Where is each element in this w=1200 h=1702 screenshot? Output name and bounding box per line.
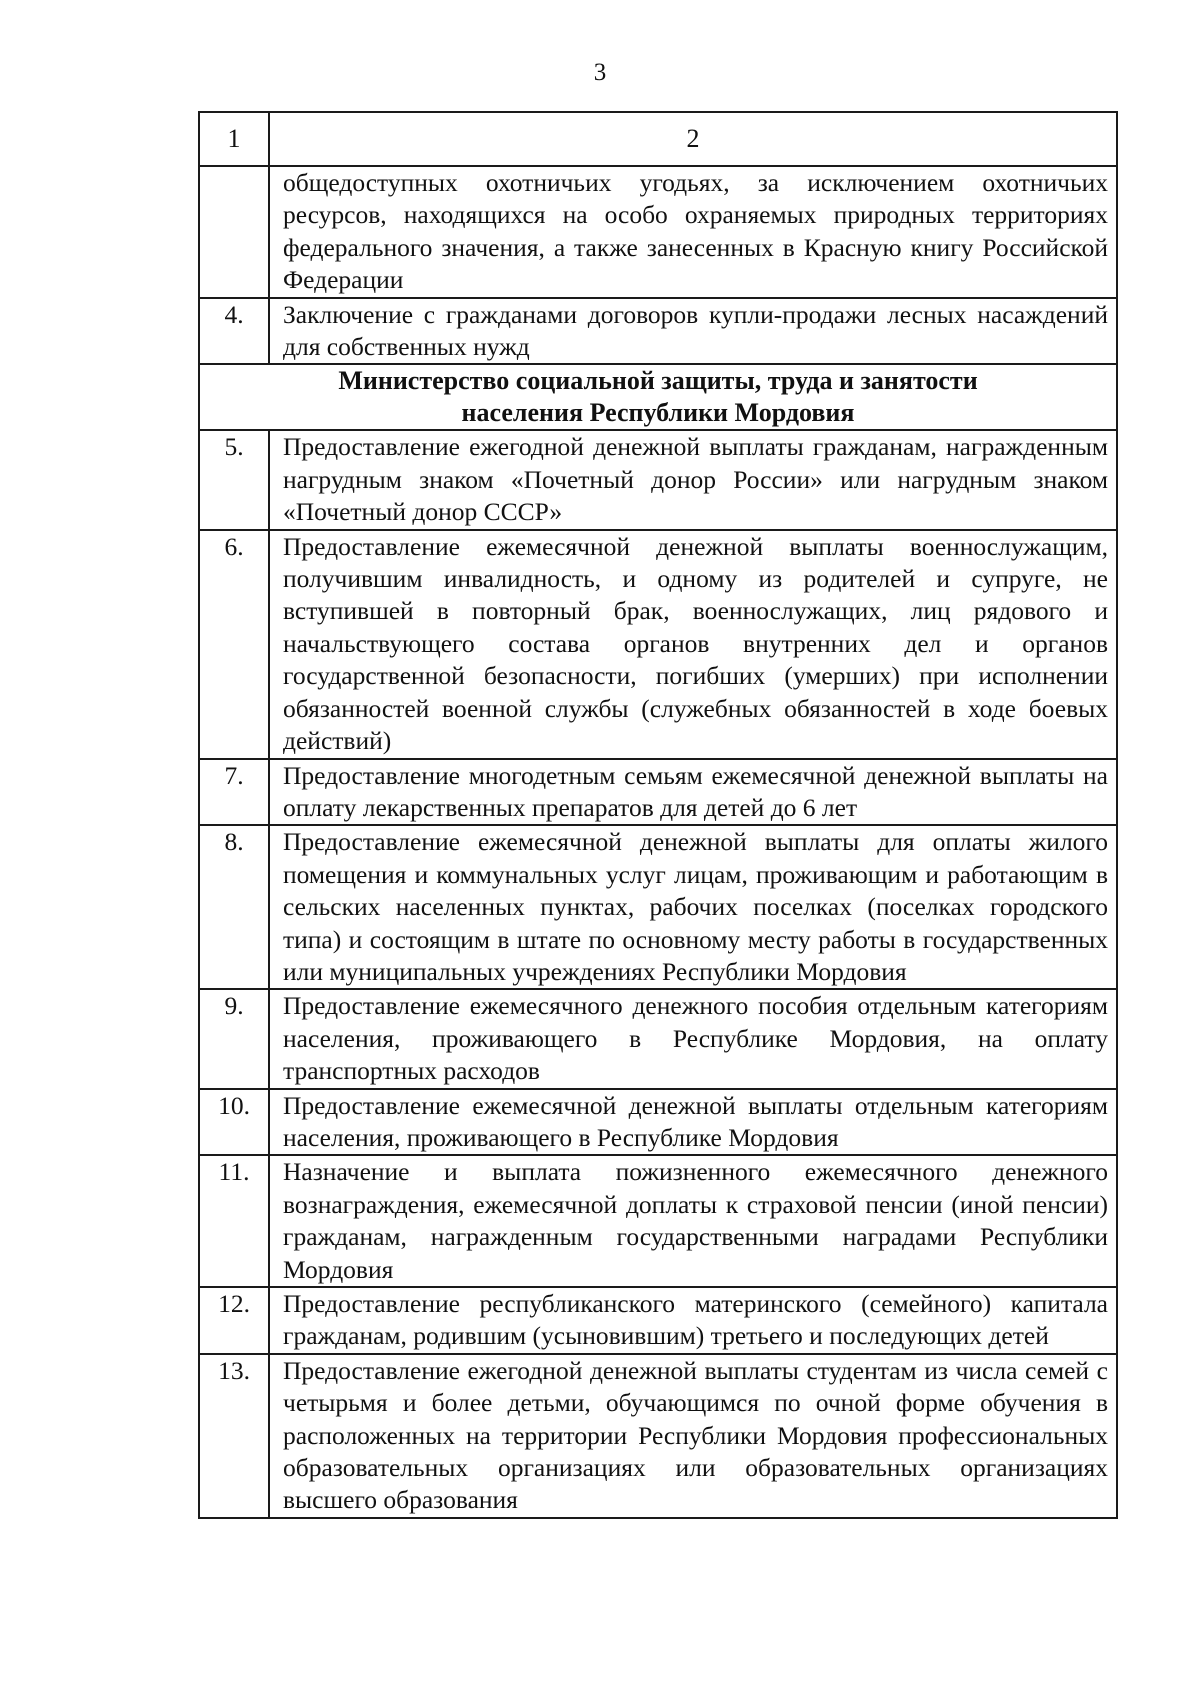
row-text: Предоставление ежегодной денежной выплаты гражданам, награжденным нагрудным знаком «Почетный донор России» или нагрудным знаком «Почетный донор СССР» [283, 432, 1108, 527]
table-row-13 [199, 1354, 1117, 1518]
row-text: Предоставление ежегодной денежной выплаты студентам из числа семей с четырьмя и более детьми, обучающимся по очной форме обучения в расположенных на территории Республики Мордовия профессиональных образовательных организациях или образовательных организациях высшего образования [283, 1355, 1108, 1515]
row-number: 7. [199, 759, 269, 826]
table-row-7 [199, 759, 1117, 826]
row-text-cell [269, 430, 1117, 529]
row-number: 10. [199, 1089, 269, 1156]
table-row-8 [199, 825, 1117, 989]
row-text: Предоставление ежемесячной денежной выплаты отдельным категориям населения, проживающего в Республике Мордовия [283, 1090, 1108, 1152]
row-text: Предоставление республиканского материнского (семейного) капитала гражданам, родившим (усыновившим) третьего и последующих детей [283, 1289, 1108, 1351]
row-text: Назначение и выплата пожизненного ежемесячного денежного вознаграждения, ежемесячной доплаты к страховой пенсии (иной пенсии) гражданам, награжденным государственными наградами Республики Мордовия [283, 1157, 1108, 1284]
table-row-4 [199, 298, 1117, 365]
row-number: 4. [199, 298, 269, 365]
row-number: 5. [199, 430, 269, 529]
table-row-9 [199, 989, 1117, 1088]
row-number: 13. [199, 1354, 269, 1518]
row-text: Заключение с гражданами договоров купли-продажи лесных насаждений для собственных нужд [283, 299, 1108, 362]
row-text: Предоставление ежемесячной денежной выплаты военнослужащим, получившим инвалидность, и одному из родителей и супруге, не вступившей в повторный брак, военнослужащих, лиц рядового и начальствующего состава органов внутренних дел и органов государственной безопасности, погибших (умерших) при исполнении обязанностей военной службы (служебных обязанностей в ходе боевых действий) [283, 531, 1108, 756]
table-header-row [199, 112, 1117, 166]
section-heading-row [199, 364, 1117, 430]
row-number: 9. [199, 989, 269, 1088]
row-text: общедоступных охотничьих угодьях, за исключением охотничьих ресурсов, находящихся на особо охраняемых природных территориях федерального значения, а также занесенных в Красную книгу Российской Федерации [283, 168, 1108, 295]
header-col-2: 2 [269, 112, 1117, 166]
row-number: 11. [199, 1155, 269, 1287]
row-number: 8. [199, 825, 269, 989]
row-text: Предоставление многодетным семьям ежемесячной денежной выплаты на оплату лекарственных препаратов для детей до 6 лет [283, 760, 1108, 822]
row-text-cell [269, 989, 1117, 1088]
row-text: Предоставление ежемесячной денежной выплаты для оплаты жилого помещения и коммунальных услуг лицам, проживающим и работающим в сельских населенных пунктах, рабочих поселках (поселках городского типа) и состоящим в штате по основному месту работы в государственных или муниципальных учреждениях Республики Мордовия [283, 827, 1108, 986]
row-text-cell [269, 1155, 1117, 1287]
row-text: Предоставление ежемесячного денежного пособия отдельным категориям населения, проживающего в Республике Мордовия, на оплату транспортных расходов [283, 991, 1108, 1086]
section-title: Министерство социальной защиты, труда и занятости населения Республики Мордовия [338, 366, 978, 428]
row-text-cell [269, 1089, 1117, 1156]
table-row-6 [199, 530, 1117, 759]
row-text-cell [269, 1354, 1117, 1518]
row-text-cell [269, 1287, 1117, 1354]
row-text-cell [269, 759, 1117, 826]
table-row-5 [199, 430, 1117, 529]
table-row-10 [199, 1089, 1117, 1156]
row-text-cell [269, 530, 1117, 759]
table-row-11 [199, 1155, 1117, 1287]
page-number: 3 [593, 59, 607, 86]
row-number [199, 166, 269, 298]
row-text-cell [269, 825, 1117, 989]
row-number: 6. [199, 530, 269, 759]
services-table [198, 111, 1118, 1519]
header-col-1: 1 [199, 112, 269, 166]
table-row-continuation [199, 166, 1117, 298]
row-text-cell [269, 166, 1117, 298]
table-row-12 [199, 1287, 1117, 1354]
row-number: 12. [199, 1287, 269, 1354]
row-text-cell [269, 298, 1117, 365]
section-heading-cell [199, 364, 1117, 430]
